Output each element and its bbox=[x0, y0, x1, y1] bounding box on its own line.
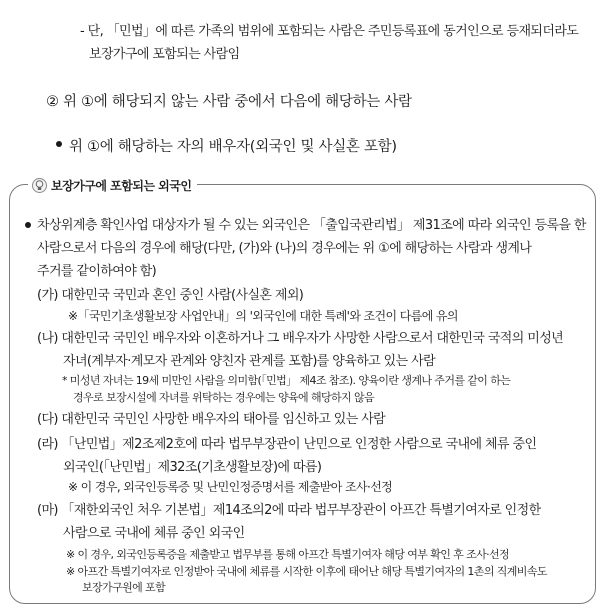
item-ma-note-1: ※ 이 경우, 외국인등록증을 제출받고 법무부를 통해 아프간 특별기여자 해당 여부 확인 후 조사·선정 bbox=[66, 548, 510, 561]
lightbulb-icon bbox=[32, 178, 47, 193]
item-ra-line-2: 외국인(「난민법」제32조(기초생활보장)에 따름) bbox=[63, 460, 322, 475]
item-ra-line-1: (라) 「난민법」제2조제2호에 따라 법무부장관이 난민으로 인정한 사람으로 국내에 체류 중인 bbox=[37, 437, 537, 452]
item-2-heading: ② 위 ①에 해당되지 않는 사람 중에서 다음에 해당하는 사람 bbox=[46, 94, 412, 110]
item-ma-note-2-line-2: 보장가구원에 포함 bbox=[82, 581, 166, 594]
item-ra-note: ※ 이 경우, 외국인등록증 및 난민인정증명서를 제출받아 조사·선정 bbox=[68, 480, 393, 494]
item-ga-note: ※「국민기초생활보장 사업안내」의 '외국인에 대한 특례'와 조건이 다름에 유의 bbox=[68, 309, 458, 323]
lead-line-2: 사람으로서 다음의 경우에 해당(다만, (가)와 (나)의 경우에는 위 ①에 해당하는 사람과 생계나 bbox=[37, 241, 532, 256]
info-box-title: 보장가구에 포함되는 외국인 bbox=[51, 178, 192, 193]
family-note-line-1: - 단, 「민법」에 따른 가족의 범위에 포함되는 사람은 주민등록표에 동거인으로 등재되더라도 bbox=[80, 24, 579, 39]
item-ma-line-2: 사람으로 국내에 체류 중인 외국인 bbox=[63, 526, 245, 541]
bullet-dot-icon bbox=[25, 222, 31, 228]
spouse-bullet-text: 위 ①에 해당하는 자의 배우자(외국인 및 사실혼 포함) bbox=[69, 139, 397, 155]
item-na-note-2: 경우로 보장시설에 자녀를 위탁하는 경우에는 양육에 해당하지 않음 bbox=[73, 391, 375, 404]
item-ma-note-2-line-1: ※ 아프간 특별기여자로 인정받아 국내에 체류를 시작한 이후에 태어난 해당 특별기여자의 1촌의 직계비속도 bbox=[66, 565, 547, 578]
info-box-header bbox=[28, 176, 197, 194]
item-ma-line-1: (마) 「재한외국인 처우 기본법」제14조의2에 따라 법무부장관이 아프간 특별기여자로 인정한 bbox=[37, 503, 541, 518]
item-da: (다) 대한민국 국민인 사망한 배우자의 태아를 임신하고 있는 사람 bbox=[37, 412, 386, 427]
lead-line-1: 차상위계층 확인사업 대상자가 될 수 있는 외국인은 「출입국관리법」 제31조에 따라 외국인 등록을 한 bbox=[37, 218, 586, 233]
item-na-line-2: 자녀(계부자·계모자 관계와 양친자 관계를 포함)를 양육하고 있는 사람 bbox=[63, 354, 436, 369]
item-ga: (가) 대한민국 국민과 혼인 중인 사람(사실혼 제외) bbox=[37, 288, 304, 303]
item-na-note-1: * 미성년 자녀는 19세 미만인 사람을 의미함(「민법」 제4조 참조). 양육이란 생계나 주거를 같이 하는 bbox=[62, 374, 511, 387]
item-na-line-1: (나) 대한민국 국민인 배우자와 이혼하거나 그 배우자가 사망한 사람으로서 대한민국 국적의 미성년 bbox=[37, 331, 564, 346]
lead-line-3: 주거를 같이하여야 함) bbox=[37, 264, 157, 279]
family-note-line-2: 보장가구에 포함되는 사람임 bbox=[89, 47, 240, 62]
bullet-dot-icon bbox=[56, 141, 62, 147]
